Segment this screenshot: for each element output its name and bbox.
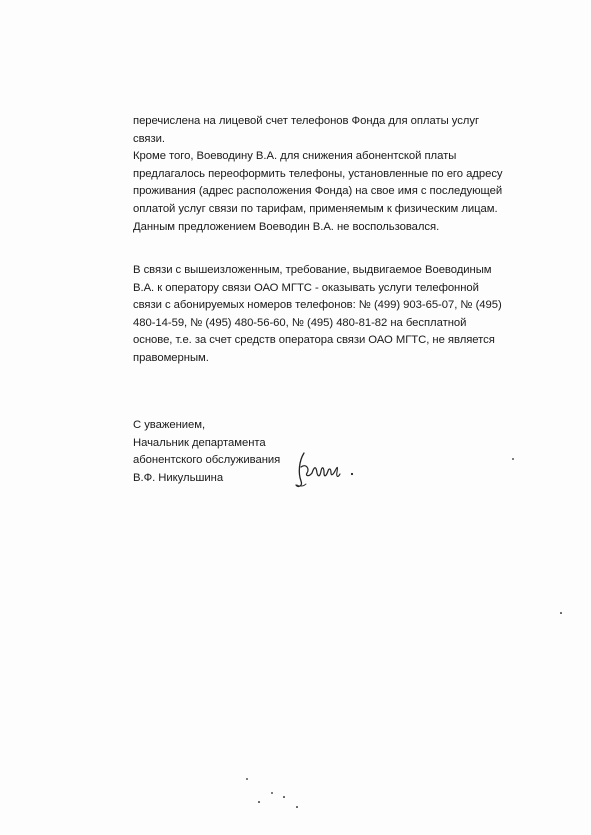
text-line: оплатой услуг связи по тарифам, применяемым к физическим лицам. xyxy=(133,202,498,215)
signatory-title: Начальник департамента xyxy=(133,436,266,449)
scan-speck xyxy=(246,778,248,780)
signatory-department: абонентского обслуживания xyxy=(133,454,281,467)
scan-speck xyxy=(283,796,285,798)
text-line: предлагалось переоформить телефоны, установленные по его адресу xyxy=(133,167,503,180)
paragraph-conclusion xyxy=(133,262,513,368)
text-line: связи. xyxy=(133,132,165,145)
text-line: перечислена на лицевой счет телефонов Фонда для оплаты услуг xyxy=(133,115,480,127)
paragraph-payment xyxy=(133,113,513,236)
text-line: правомерным. xyxy=(133,351,209,364)
scan-speck xyxy=(296,806,298,808)
handwritten-signature xyxy=(290,447,370,492)
text-line: Кроме того, Воеводину В.А. для снижения абонентской платы xyxy=(133,150,457,163)
text-line: В связи с вышеизложенным, требование, выдвигаемое Воеводиным xyxy=(133,264,492,276)
text-line: 480-14-59, № (495) 480-56-60, № (495) 480-81-82 на бесплатной xyxy=(133,316,467,329)
scan-speck xyxy=(560,612,562,614)
text-line: проживания (адрес расположения Фонда) на свое имя с последующей xyxy=(133,185,503,198)
text-line: связи с абонируемых номеров телефонов: № (499) 903-65-07, № (495) xyxy=(133,299,502,312)
text-line: В.А. к оператору связи ОАО МГТС - оказывать услуги телефонной xyxy=(133,281,479,294)
closing-salutation: С уважением, xyxy=(133,419,206,431)
text-line: Данным предложением Воеводин В.А. не воспользовался. xyxy=(133,220,440,233)
signatory-name: В.Ф. Никульшина xyxy=(133,471,224,484)
scan-speck xyxy=(512,458,514,460)
scan-speck xyxy=(271,792,273,794)
scan-speck xyxy=(258,801,260,803)
text-line: основе, т.е. за счет средств оператора связи ОАО МГТС, не является xyxy=(133,334,495,347)
